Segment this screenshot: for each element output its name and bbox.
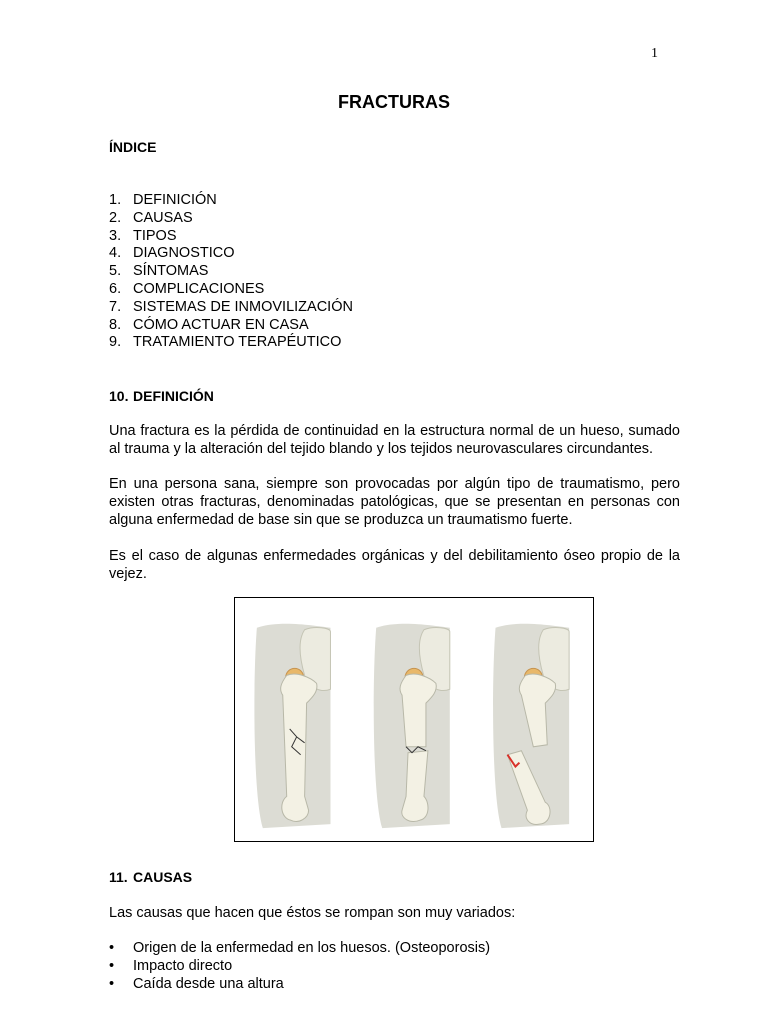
- toc-number: 3.: [109, 227, 122, 244]
- toc-item: [109, 281, 353, 299]
- section-title: DEFINICIÓN: [133, 388, 214, 404]
- toc-item: [109, 228, 353, 246]
- causes-intro: Las causas que hacen que éstos se rompan son muy variados:: [109, 905, 516, 921]
- femur-complete-fracture-image: [493, 624, 569, 828]
- list-item-text: Caída desde una altura: [133, 975, 284, 992]
- toc-number: 2.: [109, 209, 122, 226]
- list-item-text: Impacto directo: [133, 957, 233, 974]
- toc-item: [109, 210, 353, 228]
- list-item: [109, 940, 490, 958]
- bullet-icon: •: [109, 957, 115, 974]
- bullet-icon: •: [109, 975, 115, 992]
- section-heading-definicion: [109, 388, 214, 404]
- toc-number: 8.: [109, 316, 122, 333]
- bullet-icon: •: [109, 940, 115, 956]
- toc-number: 4.: [109, 245, 122, 262]
- toc-number: 1.: [109, 192, 122, 208]
- toc-item: [109, 317, 353, 335]
- toc-number: 9.: [109, 334, 122, 351]
- femur-hairline-fracture-image: [254, 624, 330, 828]
- list-item-text: Origen de la enfermedad en los huesos. (Osteoporosis): [133, 940, 491, 956]
- femur-displaced-fracture-image: [374, 624, 450, 828]
- toc-number: 7.: [109, 298, 122, 315]
- section-number: 10.: [109, 388, 129, 404]
- toc-label: DEFINICIÓN: [133, 192, 217, 208]
- section-title: CAUSAS: [133, 869, 193, 885]
- toc-item: [109, 334, 353, 352]
- definition-paragraph: Una fractura es la pérdida de continuidad en la estructura normal de un hueso, sumado al trauma y la alteración del tejido blando y los tejidos neurovasculares circundantes.: [109, 423, 680, 457]
- toc-label: TIPOS: [133, 227, 177, 244]
- toc-item: [109, 192, 353, 210]
- toc-label: CAUSAS: [133, 209, 193, 226]
- section-number: 11.: [109, 869, 128, 885]
- page-number: 1: [651, 46, 658, 61]
- toc-number: 5.: [109, 263, 122, 280]
- toc-label: TRATAMIENTO TERAPÉUTICO: [133, 334, 342, 351]
- index-heading: ÍNDICE: [109, 139, 157, 155]
- causes-list: [109, 940, 490, 993]
- toc-item: [109, 263, 353, 281]
- section-heading-causas: [109, 869, 192, 885]
- list-item: [109, 958, 490, 976]
- toc-label: COMPLICACIONES: [133, 280, 265, 297]
- toc-label: CÓMO ACTUAR EN CASA: [133, 316, 309, 333]
- toc-number: 6.: [109, 280, 122, 297]
- fracture-illustration: [234, 597, 594, 842]
- definition-paragraph: En una persona sana, siempre son provocadas por algún tipo de traumatismo, pero existen otras fracturas, denominadas patológicas, que se presentan en personas con alguna enfermedad de base sin que se produzca un traumatismo fuerte.: [109, 476, 680, 528]
- toc-label: SISTEMAS DE INMOVILIZACIÓN: [133, 298, 353, 315]
- definition-paragraph: Es el caso de algunas enfermedades orgánicas y del debilitamiento óseo propio de la vejez.: [109, 548, 680, 582]
- toc-item: [109, 299, 353, 317]
- document-title: FRACTURAS: [338, 92, 450, 112]
- list-item: [109, 976, 490, 994]
- table-of-contents: [109, 192, 353, 352]
- toc-item: [109, 245, 353, 263]
- toc-label: SÍNTOMAS: [133, 263, 209, 280]
- toc-label: DIAGNOSTICO: [133, 245, 235, 262]
